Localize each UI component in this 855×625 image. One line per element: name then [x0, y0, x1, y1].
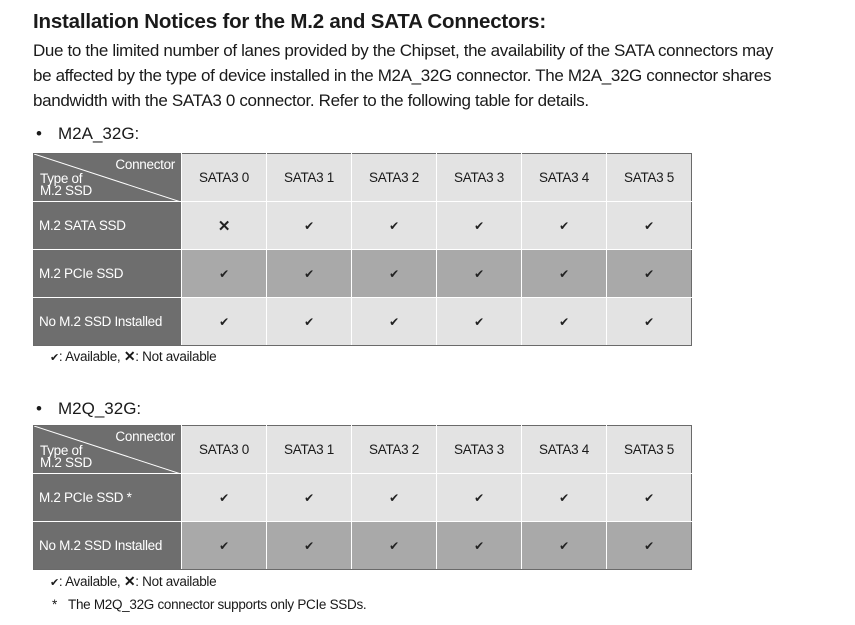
check-icon: ✔ — [644, 539, 654, 553]
row-label: No M.2 SSD Installed — [34, 522, 182, 570]
column-header: SATA3 2 — [352, 426, 437, 474]
column-header: SATA3 0 — [182, 154, 267, 202]
check-icon: ✔ — [474, 491, 484, 505]
check-icon: ✔ — [389, 491, 399, 505]
column-header: SATA3 1 — [267, 426, 352, 474]
m2a-table — [33, 153, 692, 346]
check-icon: ✔ — [50, 352, 59, 364]
footnote — [52, 597, 366, 612]
check-icon: ✔ — [644, 491, 654, 505]
legend-not-available: : Not available — [135, 349, 217, 364]
row-label: No M.2 SSD Installed — [34, 298, 182, 346]
table-corner-header — [34, 154, 182, 202]
column-header: SATA3 1 — [267, 154, 352, 202]
corner-type-label: Type of M.2 SSD — [40, 443, 92, 470]
legend-available: : Available, — [58, 574, 121, 589]
table-corner-header — [34, 426, 182, 474]
table-row — [34, 522, 692, 570]
check-icon: ✔ — [50, 577, 59, 589]
column-header: SATA3 3 — [437, 154, 522, 202]
row-label: M.2 PCIe SSD * — [34, 474, 182, 522]
check-icon: ✔ — [219, 267, 229, 281]
check-icon: ✔ — [644, 315, 654, 329]
footnote-text: The M2Q_32G connector supports only PCIe SSDs. — [68, 597, 367, 612]
check-icon: ✔ — [304, 491, 314, 505]
asterisk-icon: * — [52, 597, 57, 612]
legend-m2q — [50, 573, 216, 590]
column-header: SATA3 0 — [182, 426, 267, 474]
check-icon: ✔ — [304, 315, 314, 329]
corner-connector-label: Connector — [115, 157, 175, 172]
column-header: SATA3 4 — [522, 426, 607, 474]
section-title-m2q — [36, 399, 141, 419]
column-header: SATA3 4 — [522, 154, 607, 202]
check-icon: ✔ — [559, 315, 569, 329]
corner-type-label: Type of M.2 SSD — [40, 171, 92, 198]
check-icon: ✔ — [474, 315, 484, 329]
check-icon: ✔ — [304, 219, 314, 233]
bullet-icon: • — [36, 124, 42, 143]
cross-icon: ✕ — [123, 348, 136, 364]
column-header: SATA3 5 — [607, 154, 692, 202]
section-title-text: M2A_32G: — [58, 124, 140, 143]
legend-available: : Available, — [58, 349, 121, 364]
check-icon: ✔ — [559, 491, 569, 505]
paragraph-line: be affected by the type of device installed in the M2A_32G connector. The M2A_32G connector shares — [33, 66, 772, 85]
cross-icon: ✕ — [123, 573, 136, 589]
m2q-table — [33, 425, 692, 570]
check-icon: ✔ — [389, 315, 399, 329]
intro-paragraph — [33, 38, 833, 113]
check-icon: ✔ — [219, 491, 229, 505]
table-row — [34, 202, 692, 250]
column-header: SATA3 3 — [437, 426, 522, 474]
check-icon: ✔ — [559, 539, 569, 553]
bullet-icon: • — [36, 399, 42, 418]
check-icon: ✔ — [559, 267, 569, 281]
legend-not-available: : Not available — [135, 574, 217, 589]
table-row — [34, 474, 692, 522]
check-icon: ✔ — [304, 267, 314, 281]
check-icon: ✔ — [474, 219, 484, 233]
cross-icon: ✕ — [217, 217, 231, 235]
check-icon: ✔ — [644, 219, 654, 233]
check-icon: ✔ — [304, 539, 314, 553]
column-header: SATA3 5 — [607, 426, 692, 474]
check-icon: ✔ — [219, 315, 229, 329]
row-label: M.2 SATA SSD — [34, 202, 182, 250]
check-icon: ✔ — [389, 219, 399, 233]
check-icon: ✔ — [389, 267, 399, 281]
page-heading: Installation Notices for the M.2 and SATA Connectors: — [33, 10, 546, 33]
row-label: M.2 PCIe SSD — [34, 250, 182, 298]
table-row — [34, 298, 692, 346]
check-icon: ✔ — [389, 539, 399, 553]
column-header: SATA3 2 — [352, 154, 437, 202]
check-icon: ✔ — [219, 539, 229, 553]
check-icon: ✔ — [559, 219, 569, 233]
check-icon: ✔ — [474, 267, 484, 281]
table-row — [34, 250, 692, 298]
check-icon: ✔ — [474, 539, 484, 553]
check-icon: ✔ — [644, 267, 654, 281]
legend-m2a — [50, 348, 216, 365]
paragraph-line: bandwidth with the SATA3 0 connector. Refer to the following table for details. — [33, 91, 589, 110]
section-title-m2a — [36, 124, 139, 144]
corner-connector-label: Connector — [115, 429, 175, 444]
section-title-text: M2Q_32G: — [58, 399, 142, 418]
paragraph-line: Due to the limited number of lanes provided by the Chipset, the availability of the SATA connectors may — [33, 41, 774, 60]
